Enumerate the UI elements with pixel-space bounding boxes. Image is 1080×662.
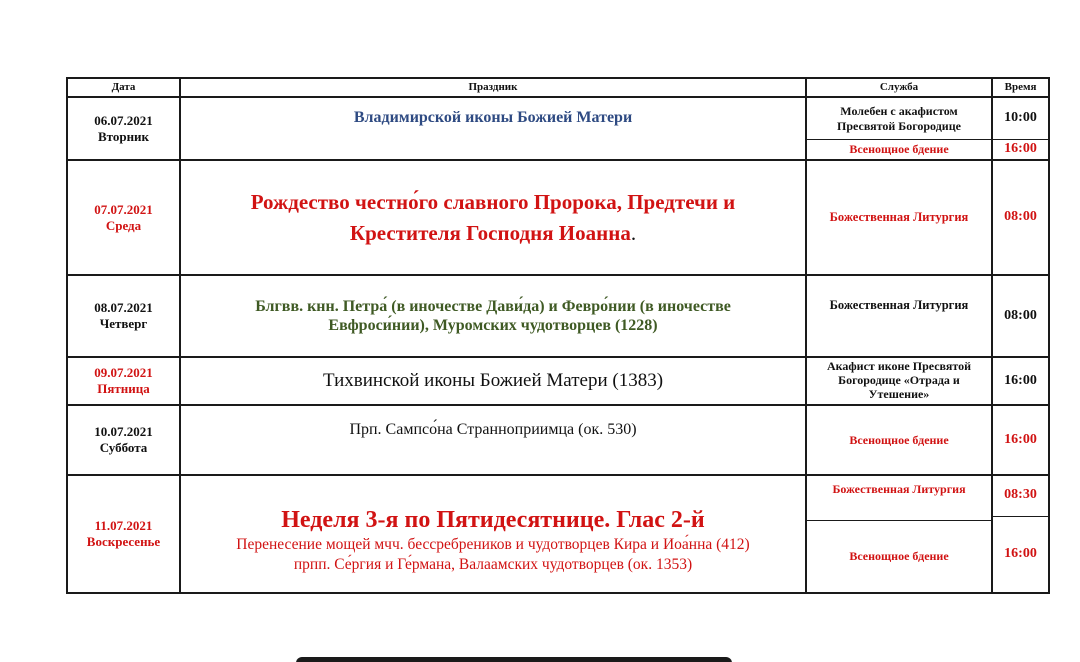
row-1-time-cell bbox=[993, 98, 1048, 161]
row-1-feast-cell bbox=[181, 98, 807, 161]
row-4-service-line-1: Акафист иконе Пресвятой bbox=[826, 359, 972, 374]
row-3-weekday: Четверг bbox=[99, 316, 148, 331]
row-4-feast-cell bbox=[181, 358, 807, 406]
row-6-feast-title: Неделя 3-я по Пятидесятнице. Глас 2-й bbox=[281, 507, 705, 534]
row-5-time: 16:00 bbox=[1004, 431, 1037, 447]
row-4-time: 16:00 bbox=[1004, 372, 1037, 388]
row-4-service-line-2: Богородице «Отрада и bbox=[838, 373, 960, 388]
row-2-feast-tail: . bbox=[630, 220, 637, 245]
row-1-service-cell bbox=[807, 98, 993, 161]
row-2-feast-cell bbox=[181, 161, 807, 276]
row-2-date-cell bbox=[68, 161, 181, 276]
row-3-time-cell bbox=[993, 276, 1048, 358]
header-date: Дата bbox=[68, 79, 181, 98]
row-4-weekday: Пятница bbox=[97, 381, 150, 396]
row-2-service-cell bbox=[807, 161, 993, 276]
row-1-date-cell bbox=[68, 98, 181, 161]
row-1-time-1: 10:00 bbox=[993, 98, 1048, 140]
row-1-date: 06.07.2021 bbox=[94, 112, 153, 128]
row-6-time-2: 16:00 bbox=[1004, 545, 1037, 561]
row-3-date: 08.07.2021 bbox=[94, 300, 153, 316]
row-6-service-1: Божественная Литургия bbox=[807, 476, 991, 521]
row-6-date-cell bbox=[68, 476, 181, 592]
row-3-date-cell bbox=[68, 276, 181, 358]
header-time: Время bbox=[993, 79, 1048, 98]
header-service: Служба bbox=[807, 79, 993, 98]
row-3-feast-line-1: Блгвв. кнн. Петра́ (в иночестве Дави́да) и Февро́нии (в иночестве bbox=[255, 297, 731, 315]
row-1-service-1: Молебен с акафистом Пресвятой Богородице bbox=[807, 98, 991, 140]
row-1-weekday: Вторник bbox=[97, 128, 150, 144]
row-3-time: 08:00 bbox=[1004, 307, 1037, 323]
row-2-time-cell bbox=[993, 161, 1048, 276]
header-feast: Праздник bbox=[181, 79, 807, 98]
row-6-feast-cell bbox=[181, 476, 807, 592]
row-6-weekday: Воскресенье bbox=[86, 534, 161, 549]
row-5-date-cell bbox=[68, 406, 181, 476]
row-2-feast-line-2-wrap bbox=[350, 218, 636, 248]
row-6-service-cell bbox=[807, 476, 993, 592]
row-2-service: Божественная Литургия bbox=[829, 210, 969, 224]
row-3-service: Божественная Литургия bbox=[829, 298, 969, 312]
row-5-service: Всенощное бдение bbox=[849, 432, 949, 447]
row-6-feast-line-2: прпп. Се́ргия и Ге́рмана, Валаамских чудотворцев (ок. 1353) bbox=[293, 556, 693, 574]
row-6-time-cell bbox=[993, 476, 1048, 592]
row-4-time-cell bbox=[993, 358, 1048, 406]
service-schedule-table bbox=[66, 77, 1050, 594]
row-2-feast-line-1: Рождество честно́го славного Пророка, Предтечи и bbox=[250, 190, 736, 215]
row-4-date: 09.07.2021 bbox=[94, 365, 153, 381]
row-5-service-cell bbox=[807, 406, 993, 476]
row-1-feast: Владимирской иконы Божией Матери bbox=[353, 109, 633, 126]
row-6-time-1: 08:30 bbox=[993, 476, 1048, 517]
row-2-weekday: Среда bbox=[105, 217, 142, 233]
row-6-service-2: Всенощное бдение bbox=[849, 549, 949, 564]
row-6-feast-line-1: Перенесение мощей мчч. бессребреников и чудотворцев Кира и Иоа́нна (412) bbox=[236, 536, 750, 554]
row-5-feast: Прп. Сампсо́на Странноприимца (ок. 530) bbox=[349, 421, 637, 438]
row-4-date-cell bbox=[68, 358, 181, 406]
row-3-feast-cell bbox=[181, 276, 807, 358]
row-4-feast: Тихвинской иконы Божией Матери (1383) bbox=[322, 369, 664, 391]
row-5-time-cell bbox=[993, 406, 1048, 476]
row-2-feast-line-2: Крестителя Господня Иоанна bbox=[349, 220, 631, 245]
bottom-edge-bar bbox=[296, 657, 732, 662]
row-5-date: 10.07.2021 bbox=[94, 424, 153, 440]
row-2-date: 07.07.2021 bbox=[94, 201, 153, 217]
row-2-time: 08:00 bbox=[1004, 209, 1037, 225]
row-5-weekday: Суббота bbox=[99, 440, 148, 455]
row-3-service-cell bbox=[807, 276, 993, 358]
row-6-date: 11.07.2021 bbox=[94, 518, 153, 534]
row-3-feast-line-2: Евфроси́нии), Муромских чудотворцев (1228) bbox=[328, 317, 658, 334]
row-1-time-2: 16:00 bbox=[1004, 141, 1037, 157]
row-1-service-2: Всенощное бдение bbox=[849, 142, 949, 157]
row-4-service-line-3: Утешение» bbox=[868, 386, 930, 401]
row-4-service-cell bbox=[807, 358, 993, 406]
row-5-feast-cell bbox=[181, 406, 807, 476]
